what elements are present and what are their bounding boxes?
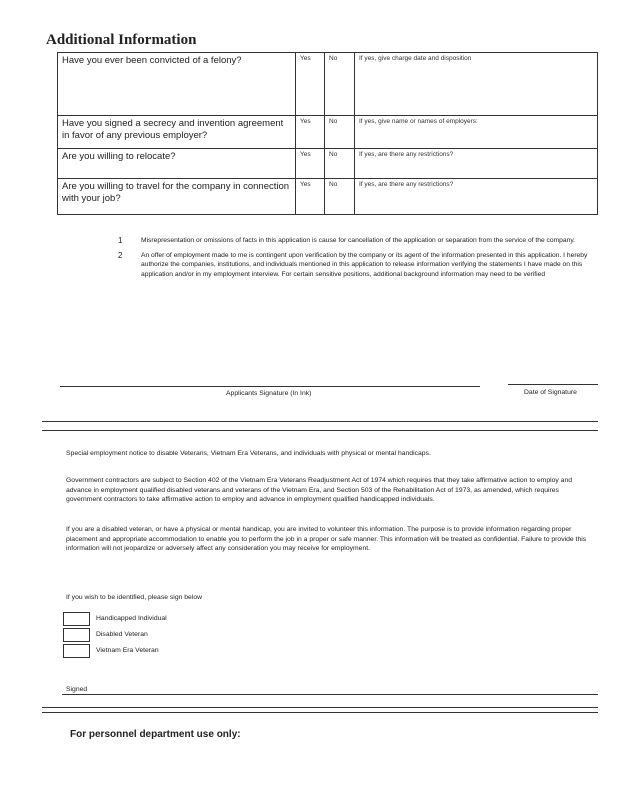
table-row: [58, 116, 598, 149]
note-number: 1: [118, 236, 123, 245]
table-row: [58, 53, 598, 116]
yes-checkbox-travel[interactable]: Yes: [296, 179, 325, 215]
table-row: [58, 179, 598, 215]
divider: [42, 421, 598, 422]
disabled-veteran-checkbox[interactable]: [63, 628, 90, 642]
disabled-veteran-label: Disabled Veteran: [96, 631, 148, 638]
no-checkbox-relocate[interactable]: No: [325, 149, 355, 179]
date-signature-label: Date of Signature: [524, 389, 577, 396]
no-checkbox-secrecy[interactable]: No: [325, 116, 355, 149]
date-signature-line[interactable]: [508, 384, 598, 385]
signed-signature-line[interactable]: [62, 694, 598, 695]
signed-label: Signed: [66, 686, 88, 693]
travel-detail-field[interactable]: If yes, are there any restrictions?: [355, 179, 598, 215]
question-felony: Have you ever been convicted of a felony?: [58, 53, 296, 116]
no-checkbox-felony[interactable]: No: [325, 53, 355, 116]
no-checkbox-travel[interactable]: No: [325, 179, 355, 215]
questions-table: [57, 52, 598, 215]
note-number: 2: [118, 250, 123, 260]
secrecy-detail-field[interactable]: If yes, give name or names of employers:: [355, 116, 598, 149]
applicant-signature-label: Applicants Signature (In Ink): [226, 390, 312, 397]
yes-checkbox-relocate[interactable]: Yes: [296, 149, 325, 179]
list-item: [118, 251, 596, 280]
handicapped-individual-label: Handicapped Individual: [96, 615, 167, 622]
question-travel: Are you willing to travel for the company in connection with your job?: [58, 179, 296, 215]
applicant-signature-line[interactable]: [60, 386, 480, 387]
note-text: An offer of employment made to me is contingent upon verification by the company or its agent of the information presented in this application. I hereby authorize the companies, institutions, and individuals mentioned in this application to release information verifying the statements I have made on this application and/or in my employment interview. For certain sensitive positions, additional background information may need to be verified: [141, 251, 588, 278]
question-relocate: Are you willing to relocate?: [58, 149, 296, 179]
divider: [42, 707, 598, 708]
question-secrecy: Have you signed a secrecy and invention agreement in favor of any previous employer?: [58, 116, 296, 149]
vietnam-era-veteran-checkbox[interactable]: [63, 644, 90, 658]
notice-paragraph-1: Government contractors are subject to Section 402 of the Vietnam Era Veterans Readjustment Act of 1974 which requires that they take affirmative action to employ and advance in employment qualified disabled veterans and veterans of the Vietnam Era, and Section 503 of the Rehabilitation Act of 1973, as amended, which requires government contractors to take affirmative action to employ and advance in employment qualified handicapped individuals.: [66, 477, 573, 503]
personnel-use-heading: For personnel department use only:: [70, 729, 241, 740]
notice-paragraph-2: If you are a disabled veteran, or have a physical or mental handicap, you are invited to volunteer this information. The purpose is to provide information regarding proper placement and appropriate accommodation to enable you to perform the job in a proper or safe manner. This information will be treated as confidential. Failure to provide this information will not jeopardize or adversely affect any consideration you may receive for employment.: [66, 526, 587, 552]
divider: [42, 430, 598, 431]
yes-checkbox-felony[interactable]: Yes: [296, 53, 325, 116]
notice-heading: Special employment notice to disable Veterans, Vietnam Era Veterans, and individuals with physical or mental handicaps.: [66, 450, 431, 457]
relocate-detail-field[interactable]: If yes, are there any restrictions?: [355, 149, 598, 179]
identify-prompt: If you wish to be identified, please sign below: [66, 594, 203, 601]
note-text: Misrepresentation or omissions of facts in this application is cause for cancellation of the application or separation from the service of the company.: [141, 237, 576, 244]
notes-list: [118, 236, 596, 284]
divider: [42, 712, 598, 713]
table-row: [58, 149, 598, 179]
handicapped-individual-checkbox[interactable]: [63, 612, 90, 626]
felony-detail-field[interactable]: If yes, give charge date and disposition: [355, 53, 598, 116]
section-title: Additional Information: [46, 32, 197, 48]
yes-checkbox-secrecy[interactable]: Yes: [296, 116, 325, 149]
list-item: [118, 236, 596, 246]
vietnam-era-veteran-label: Vietnam Era Veteran: [96, 647, 159, 654]
